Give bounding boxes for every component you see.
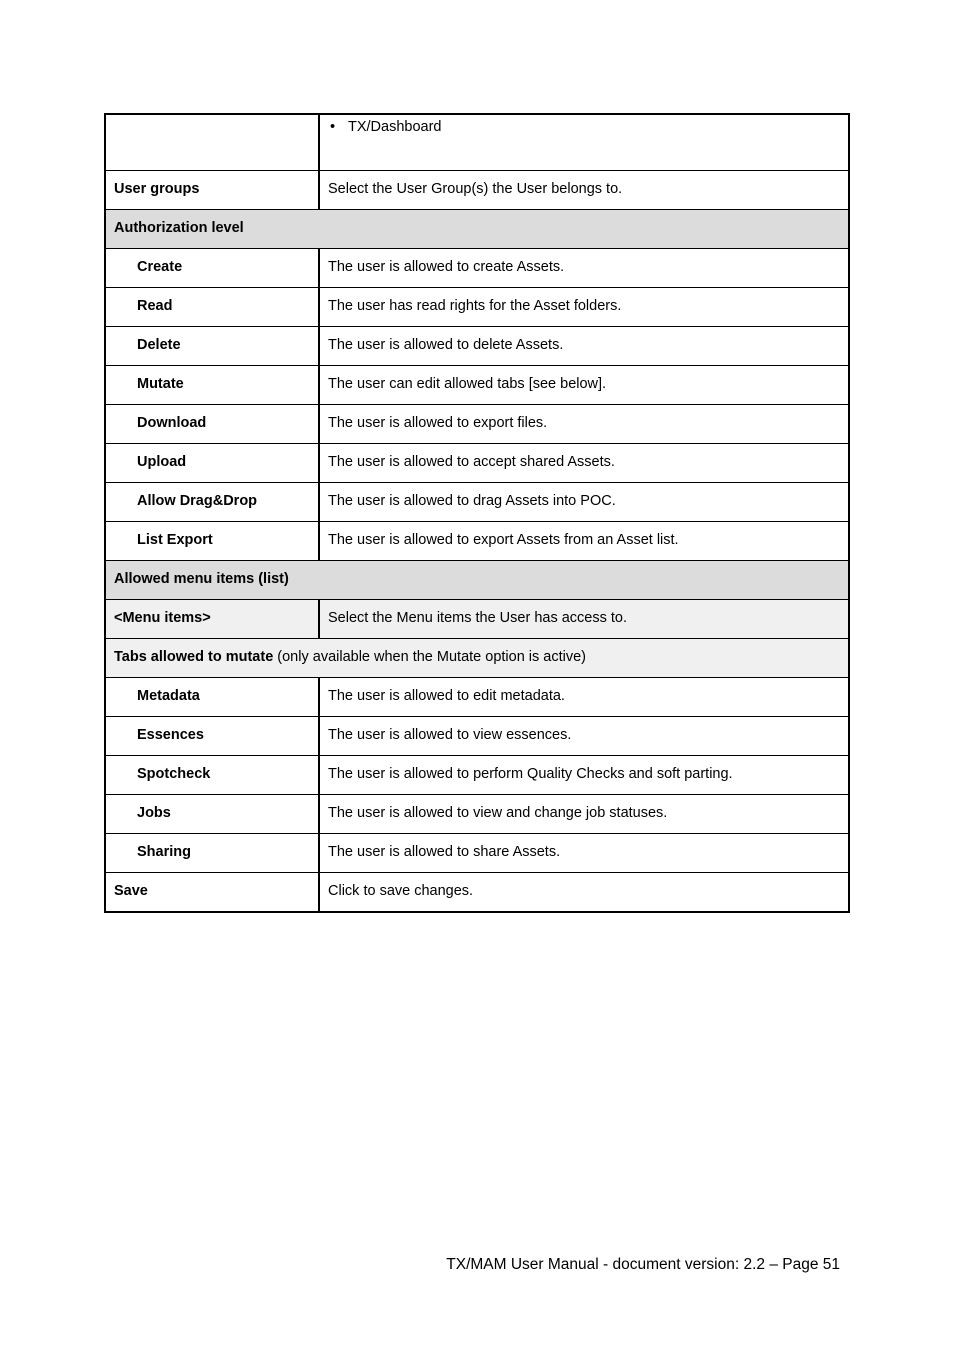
- field-desc-metadata: The user is allowed to edit metadata.: [319, 678, 849, 717]
- field-label-menu-items: <Menu items>: [105, 600, 319, 639]
- field-label-delete: Delete: [105, 327, 319, 366]
- table-row: [105, 114, 849, 171]
- bullet-item: [328, 119, 840, 136]
- section-header-menu-items: Allowed menu items (list): [105, 561, 849, 600]
- table-row: [105, 483, 849, 522]
- field-label-user-groups: User groups: [105, 171, 319, 210]
- field-label-essences: Essences: [105, 717, 319, 756]
- field-label-sharing: Sharing: [105, 834, 319, 873]
- field-desc-allow-drag-drop: The user is allowed to drag Assets into POC.: [319, 483, 849, 522]
- table-row: [105, 600, 849, 639]
- field-label-jobs: Jobs: [105, 795, 319, 834]
- table-row: [105, 444, 849, 483]
- field-desc-list-export: The user is allowed to export Assets from an Asset list.: [319, 522, 849, 561]
- table-row: [105, 327, 849, 366]
- field-label-metadata: Metadata: [105, 678, 319, 717]
- field-desc-upload: The user is allowed to accept shared Assets.: [319, 444, 849, 483]
- section-header-row: [105, 561, 849, 600]
- page-footer: TX/MAM User Manual - document version: 2.2 – Page 51: [446, 1256, 840, 1273]
- section-header-row: [105, 639, 849, 678]
- tabs-header-title: Tabs allowed to mutate: [114, 649, 274, 665]
- description-cell: [319, 114, 849, 171]
- field-desc-spotcheck: The user is allowed to perform Quality Checks and soft parting.: [319, 756, 849, 795]
- table-row: [105, 834, 849, 873]
- field-label-list-export: List Export: [105, 522, 319, 561]
- table-row: [105, 717, 849, 756]
- settings-table: [104, 113, 850, 913]
- field-desc-sharing: The user is allowed to share Assets.: [319, 834, 849, 873]
- field-desc-delete: The user is allowed to delete Assets.: [319, 327, 849, 366]
- table-row: [105, 249, 849, 288]
- section-header-authorization: Authorization level: [105, 210, 849, 249]
- field-label-mutate: Mutate: [105, 366, 319, 405]
- field-label-upload: Upload: [105, 444, 319, 483]
- table-row: [105, 756, 849, 795]
- section-header-row: [105, 210, 849, 249]
- tabs-header-note: (only available when the Mutate option is active): [273, 649, 586, 665]
- field-desc-save: Click to save changes.: [319, 873, 849, 913]
- field-label-create: Create: [105, 249, 319, 288]
- field-label-spotcheck: Spotcheck: [105, 756, 319, 795]
- table-row: [105, 678, 849, 717]
- table-row: [105, 522, 849, 561]
- field-desc-menu-items: Select the Menu items the User has access to.: [319, 600, 849, 639]
- table-row: [105, 366, 849, 405]
- field-label-save: Save: [105, 873, 319, 913]
- field-desc-create: The user is allowed to create Assets.: [319, 249, 849, 288]
- table-row: [105, 405, 849, 444]
- table-row: [105, 873, 849, 913]
- section-header-tabs: [105, 639, 849, 678]
- field-desc-download: The user is allowed to export files.: [319, 405, 849, 444]
- field-desc-mutate: The user can edit allowed tabs [see below].: [319, 366, 849, 405]
- field-label-read: Read: [105, 288, 319, 327]
- bullet-text: TX/Dashboard: [348, 119, 442, 135]
- table-row: [105, 795, 849, 834]
- field-desc-user-groups: Select the User Group(s) the User belongs to.: [319, 171, 849, 210]
- empty-cell: [105, 114, 319, 171]
- field-label-download: Download: [105, 405, 319, 444]
- field-label-allow-drag-drop: Allow Drag&Drop: [105, 483, 319, 522]
- table-row: [105, 171, 849, 210]
- field-desc-essences: The user is allowed to view essences.: [319, 717, 849, 756]
- field-desc-jobs: The user is allowed to view and change job statuses.: [319, 795, 849, 834]
- table-row: [105, 288, 849, 327]
- bullet-icon: •: [330, 119, 336, 135]
- field-desc-read: The user has read rights for the Asset folders.: [319, 288, 849, 327]
